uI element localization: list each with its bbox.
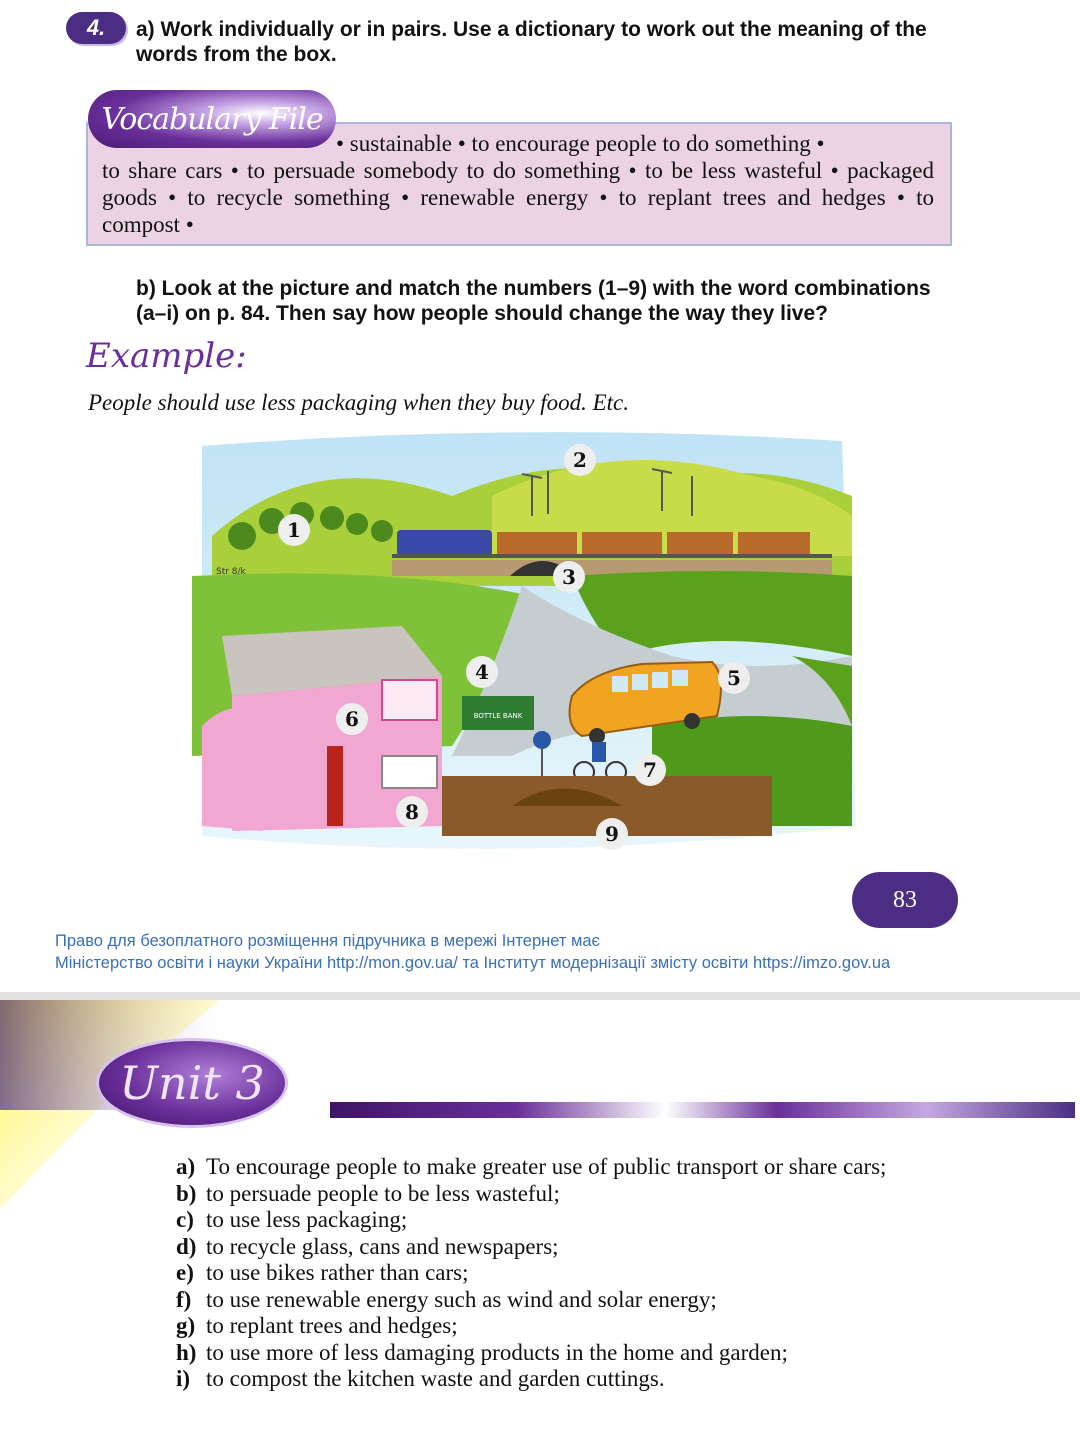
list-item: i) to compost the kitchen waste and garden cuttings. xyxy=(176,1366,665,1391)
unit-title: Unit 3 xyxy=(96,1038,288,1128)
task-instruction-b: b) Look at the picture and match the numbers (1–9) with the word combinations (a–i) on p. 84. Then say how people should change the way they live? xyxy=(136,277,931,325)
page-separator xyxy=(0,992,1080,1000)
marker-2: 2 xyxy=(573,448,587,472)
bottle-bank-label: BOTTLE BANK xyxy=(473,712,523,720)
word-combinations-list xyxy=(176,1154,996,1393)
vocabulary-first-line: • sustainable • to encourage people to do something • xyxy=(336,131,825,156)
list-item: f) to use renewable energy such as wind and solar energy; xyxy=(176,1286,717,1312)
sign-label: Str 8/k xyxy=(216,567,246,577)
marker-1: 1 xyxy=(287,518,301,542)
marker-3: 3 xyxy=(562,565,576,589)
task-number-badge: 4. xyxy=(66,12,126,44)
list-item: g) to replant trees and hedges; xyxy=(176,1313,458,1338)
landscape-illustration xyxy=(192,426,856,856)
vocabulary-rest: to share cars • to persuade somebody to do something • to be less wasteful • packaged goods • to recycle something • renewable energy • to replant trees and hedges • to compost • xyxy=(102,158,934,237)
marker-7: 7 xyxy=(643,758,657,782)
marker-6: 6 xyxy=(345,707,359,731)
marker-4: 4 xyxy=(475,660,489,684)
marker-9: 9 xyxy=(605,822,619,846)
footer-note xyxy=(55,930,1065,974)
list-item: e) to use bikes rather than cars; xyxy=(176,1260,469,1285)
list-item: a) To encourage people to make greater use of public transport or share cars; xyxy=(176,1154,887,1179)
example-label: Example: xyxy=(86,336,247,376)
list-item: d) to recycle glass, cans and newspapers; xyxy=(176,1233,559,1259)
marker-8: 8 xyxy=(405,800,419,824)
marker-5: 5 xyxy=(727,666,741,690)
list-item: c) to use less packaging; xyxy=(176,1207,408,1232)
task-instruction-a: a) Work individually or in pairs. Use a dictionary to work out the meaning of the words from the box. xyxy=(136,18,927,66)
list-item: h) to use more of less damaging products in the home and garden; xyxy=(176,1339,788,1365)
example-text: People should use less packaging when they buy food. Etc. xyxy=(88,390,630,415)
footer-line-1: Право для безоплатного розміщення підручника в мережі Інтернет має xyxy=(55,932,600,950)
page-number: 83 xyxy=(852,872,958,928)
vocabulary-file-title: Vocabulary File xyxy=(88,90,336,148)
list-item: b) to persuade people to be less wasteful; xyxy=(176,1180,560,1206)
footer-line-2: Міністерство освіти і науки України http://mon.gov.ua/ та Інститут модернізації змісту освіти https://imzo.gov.ua xyxy=(55,954,891,972)
